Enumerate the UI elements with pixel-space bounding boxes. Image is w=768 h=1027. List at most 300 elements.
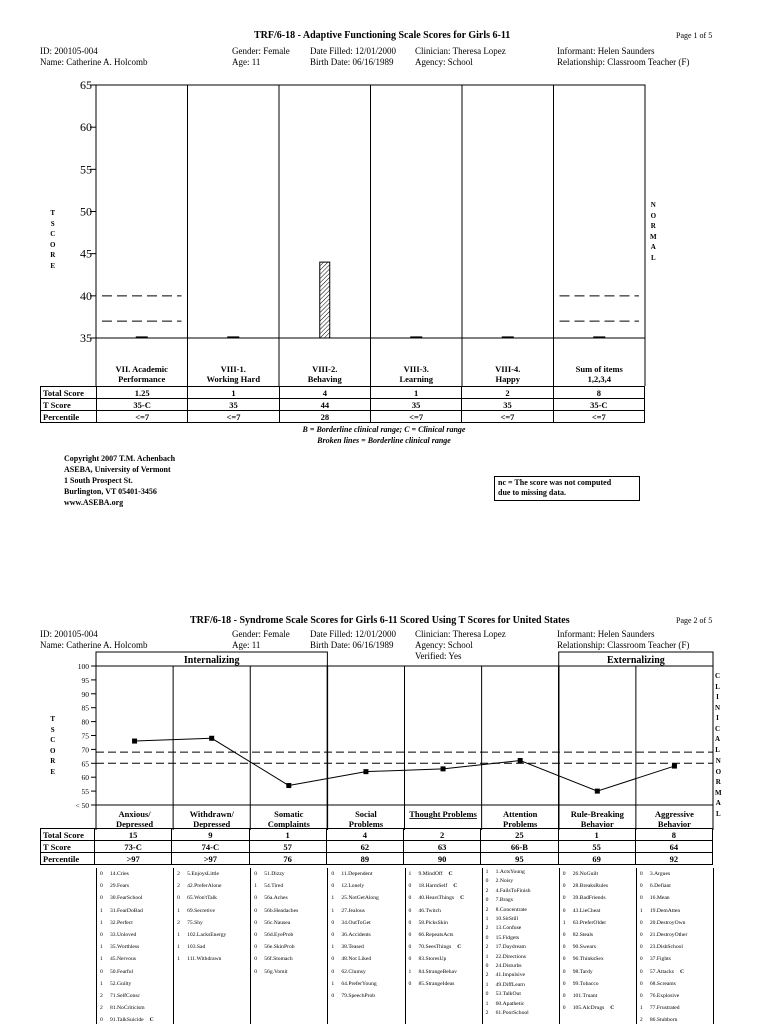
copyright-line: 1 South Prospect St. — [64, 476, 133, 485]
item-row — [177, 880, 248, 892]
item-row — [563, 905, 634, 917]
item-row — [409, 953, 480, 965]
item-row — [486, 906, 557, 915]
table-cell: 1 — [370, 387, 461, 399]
page1-gender: Gender: Female — [232, 46, 290, 56]
item-score: 1 — [485, 981, 489, 988]
item-score: 2 — [639, 1017, 643, 1024]
page1-page-number: Page 1 of 5 — [676, 31, 713, 40]
item-label: 105.AlcDrugs — [572, 1005, 605, 1012]
item-label: 33.Unloved — [110, 932, 137, 939]
item-label: 19.DemAtten — [649, 907, 681, 914]
item-row — [486, 943, 557, 952]
item-label: 85.StrangeIdeas — [418, 980, 455, 987]
category-label: VIII-3. — [403, 364, 429, 374]
item-label: 56g.Vomit — [264, 968, 288, 975]
item-score: 0 — [254, 907, 258, 914]
category-label: Performance — [118, 374, 166, 384]
item-row — [254, 892, 325, 904]
item-row — [563, 978, 634, 990]
item-score: 0 — [331, 871, 335, 877]
table-cell: 1 — [188, 387, 279, 399]
adaptive-functioning-chart — [0, 0, 768, 400]
page2-informant: Informant: Helen Saunders — [557, 629, 655, 639]
item-score: 2 — [485, 925, 489, 932]
item-label: 22.Directions — [495, 953, 526, 960]
item-score: 2 — [485, 1010, 489, 1017]
item-row — [640, 892, 711, 904]
table-cell: 69 — [558, 853, 635, 865]
item-score: 1 — [639, 1005, 643, 1012]
item-row — [177, 917, 248, 929]
item-score: 0 — [254, 871, 258, 877]
item-score: 1 — [562, 919, 566, 926]
item-row — [563, 929, 634, 941]
item-score: 1 — [177, 956, 180, 963]
item-label: 12.Lonely — [341, 883, 365, 890]
internalizing-label: Internalizing — [183, 655, 240, 666]
item-score: 2 — [100, 1005, 103, 1012]
item-label: 38.Teased — [341, 944, 364, 951]
item-row — [563, 966, 634, 978]
item-score: 0 — [562, 968, 566, 975]
item-score: 0 — [562, 895, 566, 902]
item-label: 11.Dependent — [341, 871, 373, 877]
item-score: 0 — [639, 956, 643, 963]
item-score: 0 — [562, 993, 566, 1000]
table-cell: 73-C — [95, 841, 172, 853]
item-score: 0 — [254, 968, 258, 975]
item-score: 0 — [254, 895, 258, 902]
table-cell: 55 — [558, 841, 635, 853]
item-label: 2.Noisy — [495, 878, 514, 885]
table-cell: 92 — [635, 853, 712, 865]
nc-note-line: nc = The score was not computed — [498, 478, 612, 487]
item-score: 1 — [485, 869, 489, 875]
internalizing-profile-line — [135, 738, 289, 785]
item-score: 1 — [177, 944, 180, 951]
item-row — [640, 966, 711, 978]
item-column-divider — [482, 868, 483, 1024]
item-row — [331, 941, 402, 953]
page1-agency: Agency: School — [415, 57, 473, 67]
item-row — [563, 868, 634, 880]
item-label: 5.EnjoysLittle — [187, 871, 219, 877]
table-cell: 15 — [95, 829, 172, 841]
item-row — [409, 905, 480, 917]
item-score: 0 — [485, 897, 489, 904]
category-label: Problems — [348, 819, 384, 829]
page1-title: TRF/6-18 - Adaptive Functioning Scale Scores for Girls 6-11 — [254, 30, 511, 41]
y-tick-label: 90 — [81, 689, 89, 699]
table-cell: 35 — [188, 399, 279, 411]
category-label: Behaving — [307, 374, 342, 384]
item-score: 0 — [100, 932, 103, 939]
nc-note-line: due to missing data. — [498, 488, 567, 497]
category-label: Social — [355, 809, 377, 819]
category-label: Learning — [399, 374, 434, 384]
item-label: 56a.Aches — [264, 895, 288, 902]
row-header: Percentile — [41, 411, 97, 423]
page2-gender: Gender: Female — [232, 629, 290, 639]
table-cell: >97 — [95, 853, 172, 865]
item-row — [486, 896, 557, 905]
score-point — [286, 783, 291, 788]
item-score: 0 — [100, 968, 103, 975]
item-score: 0 — [331, 968, 335, 975]
item-row — [177, 929, 248, 941]
item-row — [640, 929, 711, 941]
item-row — [100, 929, 171, 941]
item-score: 1 — [331, 980, 335, 987]
item-score: 2 — [177, 883, 180, 890]
item-row — [100, 953, 171, 965]
page2-age: Age: 11 — [232, 640, 261, 650]
table-cell: 89 — [326, 853, 403, 865]
item-row — [100, 966, 171, 978]
category-label: Rule-Breaking — [570, 809, 624, 819]
table-cell: <=7 — [462, 411, 553, 423]
item-label: 37.Fights — [649, 956, 671, 963]
critical-item-flag: C — [149, 1017, 154, 1024]
category-label: VIII-2. — [312, 364, 338, 374]
item-label: 49.DiffLearn — [495, 981, 525, 988]
item-label: 18.HarmSelf — [418, 883, 448, 890]
table-cell: 4 — [279, 387, 370, 399]
score-point — [441, 766, 446, 771]
item-row — [486, 915, 557, 924]
page2-y-axis-label: T S C O R E — [50, 715, 56, 776]
item-label: 1.ActsYoung — [495, 869, 525, 875]
table-cell: 9 — [172, 829, 249, 841]
item-label: 23.DisbSchool — [649, 944, 683, 951]
item-score: 0 — [639, 919, 643, 926]
item-label: 61.PoorSchool — [495, 1010, 529, 1017]
table-cell: 62 — [326, 841, 403, 853]
item-score: 0 — [408, 883, 412, 890]
item-column-divider — [250, 868, 251, 1024]
score-point — [595, 789, 600, 794]
category-label: Thought Problems — [409, 809, 477, 819]
item-score: 0 — [331, 919, 335, 926]
category-label: Behavior — [657, 819, 691, 829]
syndrome-scale-chart — [0, 600, 768, 840]
item-row — [486, 887, 557, 896]
score-point — [209, 736, 214, 741]
item-label: 60.Apathetic — [495, 1000, 525, 1007]
item-label: 86.Stubborn — [649, 1017, 678, 1024]
item-label: 54.Tired — [264, 883, 284, 890]
item-label: 43.LieCheat — [572, 907, 601, 914]
item-row — [486, 971, 557, 980]
item-label: 99.Tobacco — [572, 980, 599, 987]
item-label: 65.Won'tTalk — [187, 895, 217, 902]
item-label: 111.Withdrawn — [187, 956, 222, 963]
item-label: 76.Explosive — [649, 993, 680, 1000]
item-label: 56d.EyeProb — [264, 932, 294, 939]
item-column — [563, 868, 634, 1014]
item-label: 63.PreferOlder — [572, 919, 607, 926]
item-row — [640, 990, 711, 1002]
item-score: 1 — [100, 956, 103, 963]
item-score: 0 — [331, 956, 335, 963]
item-label: 66.RepeatsActs — [418, 932, 454, 939]
y-tick-label: 100 — [77, 662, 89, 671]
item-score: 0 — [408, 919, 412, 926]
item-label: 42.PreferAlone — [187, 883, 222, 890]
item-label: 90.Swears — [572, 944, 596, 951]
page1-date-filled: Date Filled: 12/01/2000 — [310, 46, 396, 56]
item-row — [100, 880, 171, 892]
item-score: 0 — [639, 895, 643, 902]
item-column — [100, 868, 171, 1027]
item-label: 69.Secretive — [187, 907, 215, 914]
item-row — [100, 1002, 171, 1014]
item-column — [486, 868, 557, 1019]
item-label: 3.Argues — [649, 871, 671, 877]
category-label: VIII-1. — [220, 364, 246, 374]
item-score: 0 — [331, 932, 335, 939]
item-score: 0 — [485, 934, 489, 941]
category-label: Depressed — [115, 819, 154, 829]
page2-date-filled: Date Filled: 12/01/2000 — [310, 629, 396, 639]
item-row — [486, 1009, 557, 1018]
item-row — [563, 880, 634, 892]
item-column — [409, 868, 480, 990]
item-score: 1 — [100, 944, 103, 951]
item-row — [486, 981, 557, 990]
table-cell: 57 — [249, 841, 326, 853]
item-label: 36.Accidents — [341, 932, 371, 939]
item-row — [100, 990, 171, 1002]
page1-age: Age: 11 — [232, 57, 261, 67]
table-cell: <=7 — [370, 411, 461, 423]
copyright-line: Burlington, VT 05401-3456 — [64, 487, 157, 496]
item-label: 68.Screams — [649, 980, 676, 987]
item-label: 24.Disturbs — [495, 963, 522, 970]
item-row — [331, 953, 402, 965]
y-tick-label: 35 — [80, 331, 92, 345]
category-label: Complaints — [267, 819, 310, 829]
item-row — [563, 941, 634, 953]
item-score: 0 — [408, 980, 412, 987]
table-cell: 35-C — [553, 399, 644, 411]
item-row — [331, 868, 402, 880]
item-row — [640, 941, 711, 953]
item-score: 1 — [408, 871, 412, 877]
item-score: 1 — [331, 944, 335, 951]
item-label: 56e.SkinProb — [264, 944, 295, 951]
item-label: 81.NoCriticism — [110, 1005, 145, 1012]
item-score: 0 — [100, 871, 103, 877]
page2-relationship: Relationship: Classroom Teacher (F) — [557, 640, 690, 650]
item-label: 70.SeesThings — [418, 944, 452, 951]
item-column-divider — [636, 868, 637, 1024]
item-row — [486, 877, 557, 886]
item-label: 31.FearDoBad — [110, 907, 143, 914]
critical-item-flag: C — [457, 944, 462, 951]
item-score: 2 — [177, 871, 180, 877]
nc-note-box — [494, 476, 640, 501]
item-score: 0 — [485, 991, 489, 998]
score-point — [132, 739, 137, 744]
item-label: 25.NotGetAlong — [341, 895, 379, 902]
score-bar — [320, 262, 330, 338]
score-point — [518, 758, 523, 763]
item-row — [409, 941, 480, 953]
item-label: 46.Twitch — [418, 907, 441, 914]
item-score: 0 — [485, 878, 489, 885]
category-label: Attention — [502, 809, 538, 819]
item-column — [177, 868, 248, 966]
item-label: 48.Not Liked — [341, 956, 372, 963]
item-row — [100, 868, 171, 880]
item-row — [100, 1014, 171, 1026]
item-label: 13.Confuse — [495, 925, 522, 932]
item-row — [409, 892, 480, 904]
y-tick-label: 50 — [80, 204, 92, 219]
score-point — [363, 769, 368, 774]
category-label: VII. Academic — [115, 364, 168, 374]
table-cell: 64 — [635, 841, 712, 853]
item-score: 0 — [562, 883, 566, 890]
table-cell: <=7 — [97, 411, 188, 423]
item-label: 71.SelfConsc — [110, 993, 140, 1000]
item-score: 0 — [100, 1017, 103, 1024]
item-score: 0 — [254, 932, 258, 939]
item-label: 21.DestroyOther — [649, 932, 688, 939]
table-cell: 4 — [326, 829, 403, 841]
item-label: 98.Tardy — [572, 968, 593, 975]
copyright-line: www.ASEBA.org — [64, 498, 124, 507]
table-cell: 2 — [462, 387, 553, 399]
item-score: 0 — [562, 907, 566, 914]
item-label: 53.TalkOut — [495, 991, 521, 998]
category-label: Aggressive — [654, 809, 694, 819]
item-score: 0 — [562, 980, 566, 987]
page2-id: ID: 200105-004 — [40, 629, 98, 639]
item-label: 102.LacksEnergy — [187, 932, 227, 939]
table-cell: 1.25 — [97, 387, 188, 399]
item-label: 57.Attacks — [649, 968, 674, 975]
item-score: 1 — [485, 953, 489, 960]
page1-birth-date: Birth Date: 06/16/1989 — [310, 57, 394, 67]
page1-informant: Informant: Helen Saunders — [557, 46, 655, 56]
item-score: 1 — [331, 907, 335, 914]
item-label: 40.HearsThings — [418, 895, 455, 902]
copyright-block — [64, 453, 175, 508]
page2-verified: Verified: Yes — [415, 651, 462, 661]
item-row — [563, 990, 634, 1002]
page2-clinical-label: C L I N I C A L — [715, 672, 721, 754]
y-tick-label: 65 — [80, 78, 92, 92]
table-cell: 66-B — [481, 841, 558, 853]
y-tick-label: 45 — [80, 246, 92, 261]
item-row — [563, 917, 634, 929]
item-row — [640, 978, 711, 990]
copyright-line: ASEBA, University of Vermont — [64, 465, 171, 474]
score-point — [672, 764, 677, 769]
item-score: 2 — [485, 972, 489, 979]
item-score: 1 — [177, 907, 180, 914]
table-cell: 8 — [635, 829, 712, 841]
item-column-divider — [713, 868, 714, 1024]
item-label: 103.Sad — [187, 944, 206, 951]
page2-name: Name: Catherine A. Holcomb — [40, 640, 148, 650]
item-score: 0 — [562, 871, 566, 877]
item-row — [640, 868, 711, 880]
item-column-divider — [173, 868, 174, 1024]
copyright-line: Copyright 2007 T.M. Achenbach — [64, 454, 176, 463]
table-cell: 2 — [404, 829, 481, 841]
table-cell: 1 — [558, 829, 635, 841]
category-label: Sum of items — [575, 364, 623, 374]
item-row — [640, 953, 711, 965]
item-label: 84.StrangeBehav — [418, 968, 457, 975]
item-score: 1 — [408, 968, 412, 975]
item-label: 77.Frustrated — [649, 1005, 680, 1012]
item-score: 0 — [485, 963, 489, 970]
item-label: 64.PreferYoung — [341, 980, 377, 987]
item-score: 0 — [639, 993, 643, 1000]
item-column — [254, 868, 325, 978]
table-cell: 95 — [481, 853, 558, 865]
category-label: Problems — [503, 819, 538, 829]
y-tick-label: 40 — [80, 288, 92, 303]
table-cell: 35 — [370, 399, 461, 411]
item-row — [486, 1000, 557, 1009]
item-row — [100, 905, 171, 917]
item-row — [100, 917, 171, 929]
item-score: 2 — [485, 906, 489, 913]
category-label: VIII-4. — [495, 364, 521, 374]
item-row — [177, 905, 248, 917]
page1-name: Name: Catherine A. Holcomb — [40, 57, 148, 67]
item-score: 0 — [408, 932, 412, 939]
item-row — [640, 917, 711, 929]
item-score: 0 — [562, 944, 566, 951]
item-label: 101.Truant — [572, 993, 598, 1000]
item-score: 1 — [100, 907, 103, 914]
category-label: Somatic — [274, 809, 304, 819]
item-row — [254, 905, 325, 917]
item-row — [486, 924, 557, 933]
item-label: 39.BadFriends — [572, 895, 606, 902]
item-row — [486, 990, 557, 999]
item-row — [331, 929, 402, 941]
item-row — [177, 892, 248, 904]
item-row — [254, 941, 325, 953]
critical-item-flag: C — [679, 968, 685, 975]
item-label: 52.Guilty — [110, 980, 132, 987]
item-score: 0 — [254, 919, 258, 926]
item-score: 0 — [639, 871, 643, 877]
item-score: 0 — [177, 895, 180, 902]
item-row — [409, 929, 480, 941]
item-row — [486, 934, 557, 943]
item-score: 0 — [562, 932, 566, 939]
table-cell: 76 — [249, 853, 326, 865]
category-label: Behavior — [580, 819, 614, 829]
externalizing-label: Externalizing — [606, 655, 665, 666]
page1-normal-label: N O R M A L — [650, 201, 657, 262]
page1-y-axis-label: T S C O R E — [50, 209, 56, 270]
item-row — [563, 953, 634, 965]
table-cell: 90 — [404, 853, 481, 865]
critical-item-flag: C — [610, 1005, 615, 1012]
item-label: 50.Fearful — [110, 968, 134, 975]
item-row — [486, 868, 557, 877]
